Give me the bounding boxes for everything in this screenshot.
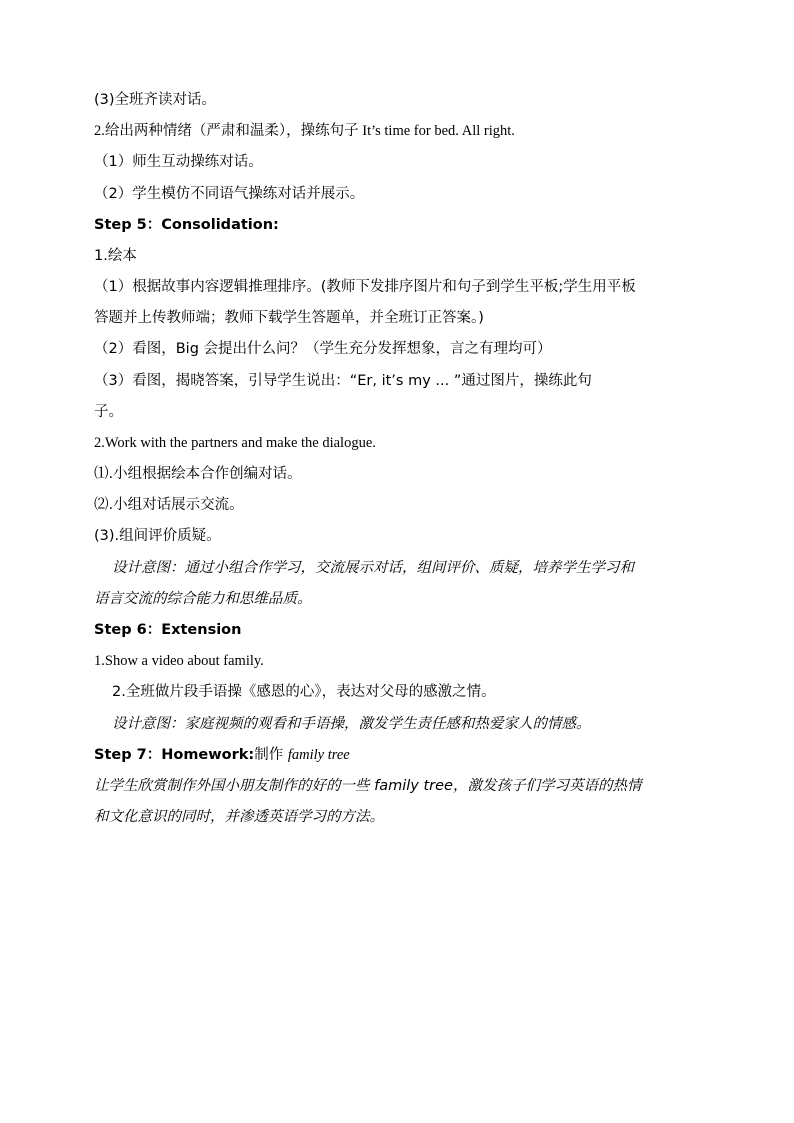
step7-heading-row: [94, 745, 714, 765]
step6-design-intent: 设计意图：家庭视频的观看和手语操，激发学生责任感和热爱家人的情感。: [112, 716, 591, 732]
step7-task-term: family tree: [287, 747, 350, 763]
step4-item-2: 2.给出两种情绪（严肃和温柔），操练句子 It’s time for bed. All right.: [94, 123, 515, 139]
step5-item-2: 2.Work with the partners and make the dialogue.: [94, 435, 376, 451]
step7-description-line1: 让学生欣赏制作外国小朋友制作的好的一些 family tree，激发孩子们学习英语的热情: [94, 778, 642, 794]
step5-item-2-2: ⑵.小组对话展示交流。: [94, 497, 244, 513]
step5-item-1-3-line1: （3）看图，揭晓答案，引导学生说出：“Er, it’s my ... ”通过图片，操练此句: [94, 373, 592, 389]
step5-item-1-1-line1: （1）根据故事内容逻辑推理排序。(教师下发排序图片和句子到学生平板;学生用平板: [94, 279, 636, 295]
step5-heading: Step 5：Consolidation:: [94, 217, 279, 233]
step4-item-2-2: （2）学生模仿不同语气操练对话并展示。: [94, 186, 365, 202]
step5-item-1-1-line2: 答题并上传教师端；教师下载学生答题单，并全班订正答案。): [94, 310, 484, 326]
step5-item-1-2: （2）看图，Big 会提出什么问？（学生充分发挥想象，言之有理均可）: [94, 341, 552, 357]
step6-heading: Step 6：Extension: [94, 622, 242, 638]
step7-description-line2: 和文化意识的同时，并渗透英语学习的方法。: [94, 809, 384, 825]
step5-item-1-3-line2: 子。: [94, 404, 123, 420]
step5-design-intent-line1: 设计意图：通过小组合作学习，交流展示对话，组间评价、质疑，培养学生学习和: [112, 560, 634, 576]
step5-item-2-1: ⑴.小组根据绘本合作创编对话。: [94, 466, 302, 482]
step7-heading: Step 7：Homework:: [94, 747, 255, 763]
step6-item-2: 2.全班做片段手语操《感恩的心》，表达对父母的感激之情。: [112, 684, 496, 700]
step5-design-intent-line2: 语言交流的综合能力和思维品质。: [94, 591, 312, 607]
step6-item-1: 1.Show a video about family.: [94, 653, 264, 669]
step7-task: 制作: [254, 747, 288, 763]
step4-item-2-1: （1）师生互动操练对话。: [94, 154, 263, 170]
step5-item-1: 1.绘本: [94, 248, 137, 264]
step5-item-2-3: (3).组间评价质疑。: [94, 528, 221, 544]
step4-item-3: (3)全班齐读对话。: [94, 92, 217, 108]
